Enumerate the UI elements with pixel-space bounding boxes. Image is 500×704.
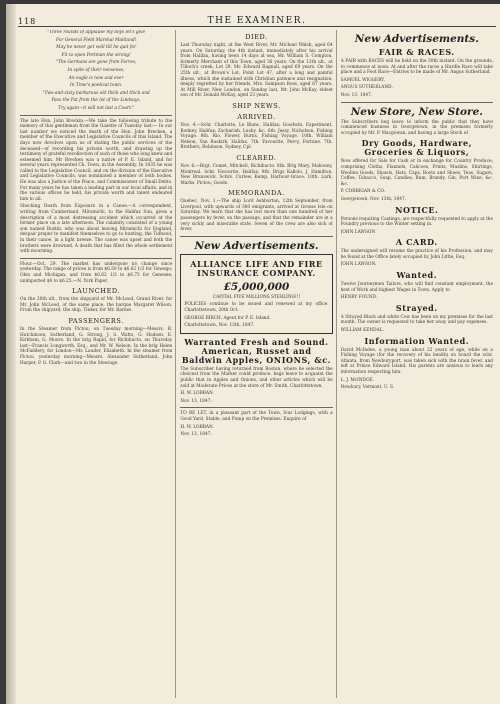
info-wanted-title: Information Wanted. <box>364 335 470 346</box>
column-3 <box>341 30 496 698</box>
passengers-heading: PASSENGERS. <box>68 316 124 325</box>
warranted-sign: H. W. LOBBAN. <box>180 391 214 397</box>
poem-line: Pass the Pat from the lot of the Lindsays, <box>51 98 141 104</box>
memoranda-heading: MEMORANDA. <box>228 189 285 198</box>
strayed-sign: WILLIAM KENDAL. <box>340 328 384 334</box>
insurance-title: ALLIANCE LIFE AND FIRE INSURANCE COMPANY. <box>190 258 323 278</box>
launched-heading: LAUNCHED. <box>72 287 121 296</box>
launched-article: On the 20th ult., from the shipyard of Mr. McLeod, Grand River, for Mr. John McLeod, of the same place, the barque Margaret Wilson. From the shipyard, the ship, Tinker, for Mr. Barnes. <box>20 297 173 314</box>
info-wanted-place: Newbury, Vermont, U. S. <box>340 385 395 391</box>
poem <box>20 30 172 112</box>
store-date: Georgetown, Nov. 13th, 1847. <box>340 196 407 202</box>
fair-title: FAIR & RACES. <box>378 47 455 57</box>
fair-date: Nov. 13, 1847. <box>340 92 373 98</box>
poem-line: An eagle is now and ever <box>68 75 124 81</box>
new-ads-heading-2: New Advertisements. <box>354 33 479 45</box>
obituary-article: The late Hon. John Breckin.—We take the following tribute to the memory of this gentleman from the Gazette of Tuesday last:— In our last number we noticed the death of the Hon. John Brecken, a member of the Executive and Legislative Councils of this Island. The days now devolves upon us of stating the public services of the deceased—of recording his private worth, and drawing up the testimony of grateful recollection of such of those who long knew and esteemed him. Mr Brecken was a native of P. E. Island, and for several years represented Ch. Town, in the Assembly. In 1835 he was called to the Legislative Council, and on the division of the Executive and Legislative Councils, was nominated a member of both bodies. He was also a Justice of the Peace, and Commissioner of Small Debts. For many years he has taken a leading part in our local affairs, and in the various offices he held, his private worth and talent endeared him to all. <box>20 118 173 202</box>
warranted-title: Warranted Fresh and Sound. American, Russet and Baldwin Apples, ONIONS, &c. <box>181 336 332 365</box>
insurance-agent: GEORGE BIRCH, Agent for P. E. Island. <box>184 315 271 321</box>
info-wanted-text: David McIndoe, a young man about 22 years of age, while on a Fishing Voyage (for the recovery of his health) on board the schr. Atlanta, from Newburyport, was taken sick with the brain fever, and left at Prince Edward Island. His parents are anxious to learn any information respecting him. <box>340 347 493 375</box>
poem-line: In spite of their nonsense; <box>67 67 125 73</box>
insurance-amount: £5,000,000 <box>223 280 290 293</box>
passengers-article: In the Steamer from Pictou, on Tuesday morning—Messrs. R. Hutchinson, Sutherland, G. Strong, J. S. Watts, G. Hodson, E. Kirkham, G. Moore. In the brig Rapid, for Richibucto, on Thursday last—Francis Longworth, Esq., and Mr. W. Nelson. In the brig Helen McFaddery, for London—Mr. Lauder, Elizabeth. In the steamer from Pictou, yesterday morning—Messrs. Alexander Sutherland, John Harper, P. G. Clark—and two in the Steerage. <box>20 326 173 366</box>
storm-article: Shocking Death from Exposure in a Canoe.—A correspondent, writing from Cumberland, Miramichi, to the Halifax Sun, gives a description of a most distressing accident which occurred at the former place on a late afternoon. The calamity consisted of a young son named Bustin, who was about leaving Miramichi for England, despair proper to manifest themselves to go to hunting, the Tidhood, in their canoe, in a light breeze. The canoe was upset and both the brothers were drowned. A death that has filled the whole settlement with mourning. <box>20 204 173 255</box>
store-intro: The Subscribers beg leave to inform the public that they have commenced business in Georgetown, in the premises formerly occupied by Mr. P. Macgowan, and having a large Stock of <box>340 119 493 136</box>
memoranda-article: Quebec, Nov. 1.—The ship Lord Ashburton, 12th September, from Liverpool, with upwards of 300 emigrants, arrived at Grosse Isle on Saturday. We learn that she has lost more than one hundred of her passengers by fever, on the passage, and that the remainder are in a very sickly and miserable state. Seven of the crew are also sick of fever. <box>180 199 333 233</box>
store-goods: Dry Goods, Hardware, Groceries & Liquors, <box>361 138 473 158</box>
to-let-date: Nov. 13, 1847. <box>180 432 212 438</box>
insurance-ad <box>180 254 332 334</box>
column-1 <box>20 30 176 698</box>
cleared-heading: CLEARED. <box>236 153 277 162</box>
notice-sign: JOHN LAWSON <box>340 229 376 235</box>
divider <box>341 102 493 103</box>
card-sign: JOHN LAWSON. <box>340 262 377 268</box>
page-header <box>18 12 496 27</box>
arrived-list: Nov. 4.—Schr. Charlotte, Le Blanc, Halifax; Goodwin, Experiment, Rodney, Halifax; Zachariah, Lusby, &c. 6th. Jessy, Nicholson, Fishing Voyage. 8th. Rio. Flower, Burns, Fishing Voyage. 10th. William Nelson, Van Buskirk, Halifax. 7th. Favourite, Percy, Fortune. 7th. Brothers, Robinson, Sydney, Cpl. <box>180 122 333 151</box>
page-number: 118 <box>18 17 37 26</box>
card-title: A CARD. <box>395 237 438 248</box>
poem-line: Try again—it will not last a Court." <box>58 105 135 111</box>
warranted-text: The Subscriber having returned from Boston, where he selected the choicest from the Market could produce, begs leave to acquaint the public that in Apples and Onions, and other articles which will be sold at Moderate Prices at the store of Mr. Smith, Charlottetown. <box>180 366 333 389</box>
info-wanted-sign: L. J. McINDOE. <box>340 377 375 383</box>
new-ads-heading: New Advertisements. <box>194 239 319 252</box>
strayed-title: Strayed. <box>395 302 438 313</box>
store-sign: P. CORRIGAN & CO. <box>340 189 386 195</box>
insurance-capital: CAPITAL FIVE MILLIONS STERLING!!! <box>212 294 301 300</box>
strayed-text: A Strayed Black and white Cow has been on my premises for the last month. The owner is requested to take her away and pay expenses. <box>340 314 493 326</box>
card-text: The undersigned will resume the practice of his Profession, and may be found at the Office lately occupied by John Little, Esq. <box>340 249 493 260</box>
store-text: Now offered for Sale for Cash or in exchange for Country Produce; comprising Cloths, Flannels, Calicoes, Prints, Muslins, Shirtings, Woollen Goods, Shawls, Hats, Caps, Boots and Shoes. Teas, Sugars, Coffee, Tobacco, Soap, Candles, Rum, Brandy, Gin, Port Wine, &c. &c. <box>340 159 493 187</box>
arrived-heading: ARRIVED. <box>237 112 276 121</box>
columns <box>20 30 496 698</box>
poem-line: "Two-and-sixty barbarous old thick and thick and <box>42 90 150 96</box>
poem-line: May he never get well till he quit for <box>56 45 137 51</box>
poem-line: For General Field Marshal Maitland! <box>56 37 137 43</box>
died-notices: Last Thursday night, at the West River, Mr. Michael Walsh, aged 64 years. On Saturday, the 4th instant, immediately after his arrival from Halifax, having been 14 days at sea, Mr. William S. Compton, formerly Merchant of this Town, aged 36 years. On the 13th ult., at Tilloch's creek, Lot 29, Mr. Edward Ragnall, aged 69 years. On the 25th ult., at Brown's Lot, Point Lot 47, after a long and painful illness, which she sustained with Christian patience and resignation, deeply regretted by her friends, Mrs. Sampson Ross, aged 67 years. At Mill River, New London, on Sunday last, Mr. John McKay, eldest son of Mr. Donald McKay, aged 23 years. <box>180 43 333 99</box>
flour-market: Flour.—Oct. 29. The market has undergone no change since yesterday. The range of prices is from $6.50 to $6.62 1/2 for Oswego; Ohio and Michigan; and from $6.62 1/2 to $6.75 for Genesee; unimported $6 to $6.25.—N. York Paper. <box>20 261 173 284</box>
divider <box>180 407 332 408</box>
died-heading: DIED. <box>245 33 268 41</box>
to-let-text: TO BE LET, in a pleasant part of the Town, four Lodgings, with a Good Yard, Stable, and Pump on the Premises. Enquire of <box>180 411 333 422</box>
fair-text: A FAIR with RACES will be held on the 30th instant. On the grounds, to commence at noon. At and after the races a Hurdle Race will take place and a Foot Race—Entries to be made of Mr. Angus Sutherland. <box>340 59 493 76</box>
wanted-text: Twelve Journeymen Tailors, who will find constant employment, the best of Work and highest Wages in Town. Apply to <box>340 282 493 293</box>
notice-text: Persons requiring Castings, are respectfully requested to apply at the Foundry previous to the Winter setting in. <box>340 216 493 228</box>
column-2 <box>180 30 336 698</box>
divider <box>20 258 172 259</box>
fair-signer-1: SAMUEL WIGGERY, <box>340 77 385 83</box>
poem-line: "Three rounds of applause my boys let's give <box>47 30 146 35</box>
poem-line: Fit to open Portman the strong! <box>61 52 131 58</box>
poem-line: In Time's poetical town. <box>70 83 123 89</box>
newspaper-page <box>6 4 500 704</box>
cleared-list: Nov. 6.—Brgt. Comet, Mitchell, Richibucto. 8th. Brig Mary, Mahoney, Montreal. Schr. Favourite, Halifax. 9th. Brigs Kallolo, J. Hamilton, New Brunswick. Schrs. Curlew, Kemp, Harbour-Grace. 10th. Lark, Marks, Pictou; Goods. <box>180 163 333 186</box>
insurance-date: Charlottetown, Nov. 13th, 1847. <box>184 323 255 329</box>
divider <box>180 236 332 237</box>
notice-title: NOTICE. <box>395 204 439 215</box>
to-let-sign: H. W. LOBBAN. <box>180 424 214 430</box>
ship-news-heading: SHIP NEWS. <box>232 101 281 110</box>
insurance-text: POLICIES continue to be issued and renewed at my office. Charlottetown, 20th Oct. <box>184 302 329 314</box>
newspaper-title: THE EXAMINER. <box>207 16 307 26</box>
divider <box>20 115 172 116</box>
new-store-heading: New Store, New Store. <box>350 105 483 118</box>
poem-line: "The Germans are gone from Forres, <box>56 60 137 66</box>
warranted-date: Nov. 13, 1847. <box>180 398 212 404</box>
wanted-title: Wanted. <box>396 270 438 281</box>
fair-signer-2: ANGUS SUTHERLAND. <box>340 85 393 91</box>
wanted-sign: HENRY FOUND. <box>340 295 378 301</box>
page-gutter <box>6 4 16 704</box>
